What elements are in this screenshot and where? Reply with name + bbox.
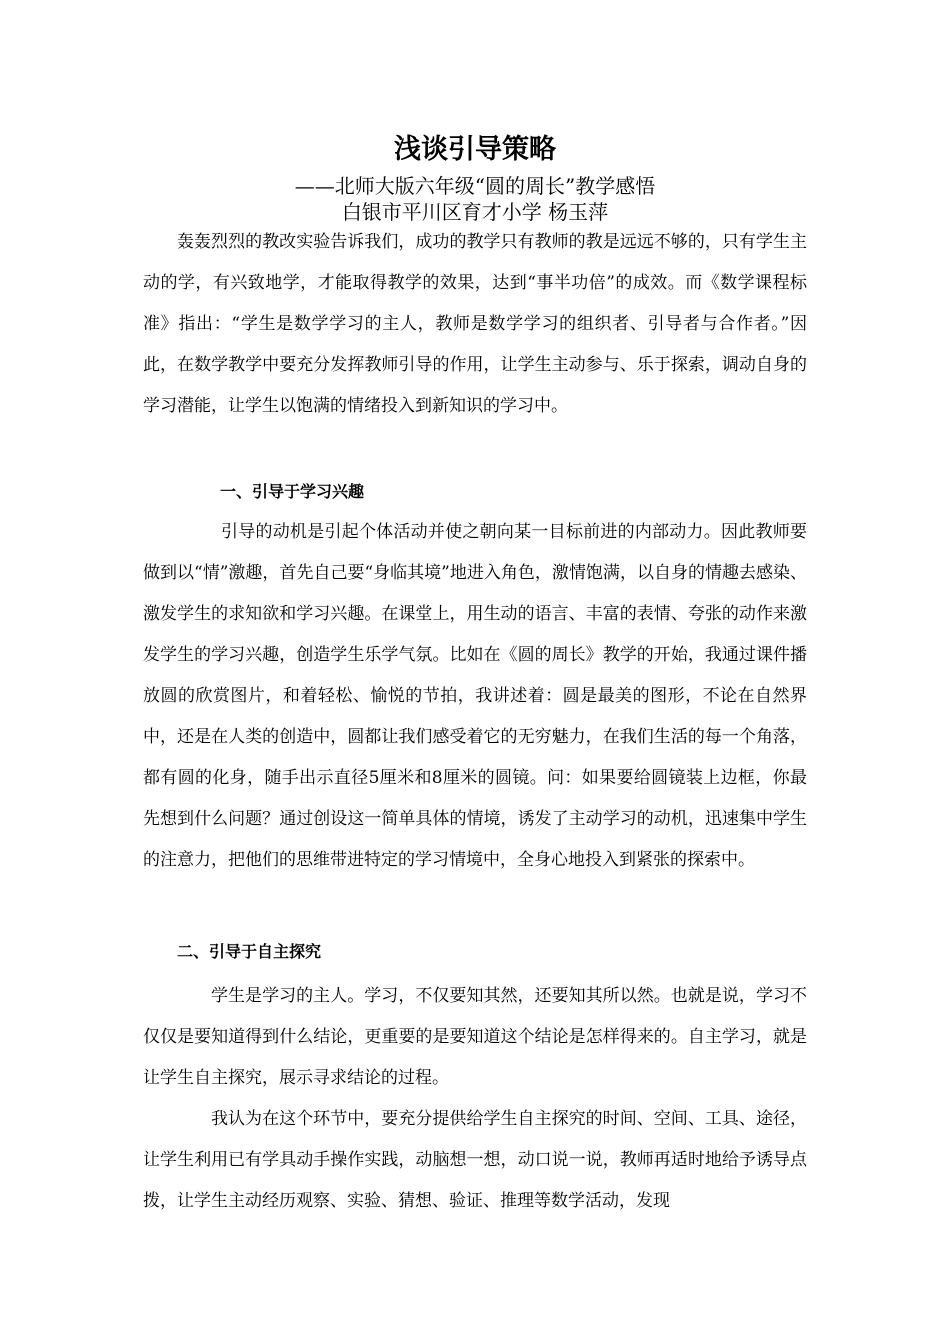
document-title: 浅谈引导策略 [394,134,556,165]
section-paragraph-interest: 引导的动机是引起个体活动并使之朝向某一目标前进的内部动力。因此教师要做到以“情”激趣，首先自己要“身临其境”地进入角色，激情饱满，以自身的情趣去感染、激发学生的求知欲和学习兴趣。在课堂上，用生动的语言、丰富的表情、夸张的动作来激发学生的学习兴趣，创造学生乐学气氛。比如在《圆的周长》教学的开始，我通过课件播放圆的欣赏图片，和着轻松、愉悦的节拍，我讲述着：圆是最美的图形，不论在自然界中，还是在人类的创造中，圆都让我们感受着它的无穷魅力，在我们生活的每一个角落，都有圆的化身，随手出示直径5厘米和8厘米的圆镜。问：如果要给圆镜装上边框，你最先想到什么问题？通过创设这一简单具体的情境，诱发了主动学习的动机，迅速集中学生的注意力，把他们的思维带进特定的学习情境中，全身心地投入到紧张的探索中。 [143,522,807,870]
section-heading-inquiry: 二、引导于自主探究 [177,942,322,961]
author-line: 白银市平川区育才小学 杨玉萍 [341,200,609,224]
section-paragraph-inquiry-2: 我认为在这个环节中，要充分提供给学生自主探究的时间、空间、工具、途径，让学生利用已有学具动手操作实践，动脑想一想，动口说一说，教师再适时地给予诱导点拨，让学生主动经历观察、实验、猜想、验证、推理等数学活动，发现 [143,1109,807,1211]
section-paragraph-inquiry-1: 学生是学习的主人。学习，不仅要知其然，还要知其所以然。也就是说，学习不仅仅是要知道得到什么结论，更重要的是要知道这个结论是怎样得来的。自主学习，就是让学生自主探究，展示寻求结论的过程。 [143,986,807,1088]
document-subtitle: ——北师大版六年级“圆的周长”教学感悟 [294,174,656,198]
section-heading-interest: 一、引导于学习兴趣 [220,482,365,501]
intro-paragraph: 轰轰烈烈的教改实验告诉我们，成功的教学只有教师的教是远远不够的，只有学生主动的学，有兴致地学，才能取得教学的效果，达到“事半功倍”的成效。而《数学课程标准》指出：“学生是数学学习的主人，教师是数学学习的组织者、引导者与合作者。”因此，在数学教学中要充分发挥教师引导的作用，让学生主动参与、乐于探索，调动自身的学习潜能，让学生以饱满的情绪投入到新知识的学习中。 [143,232,807,416]
